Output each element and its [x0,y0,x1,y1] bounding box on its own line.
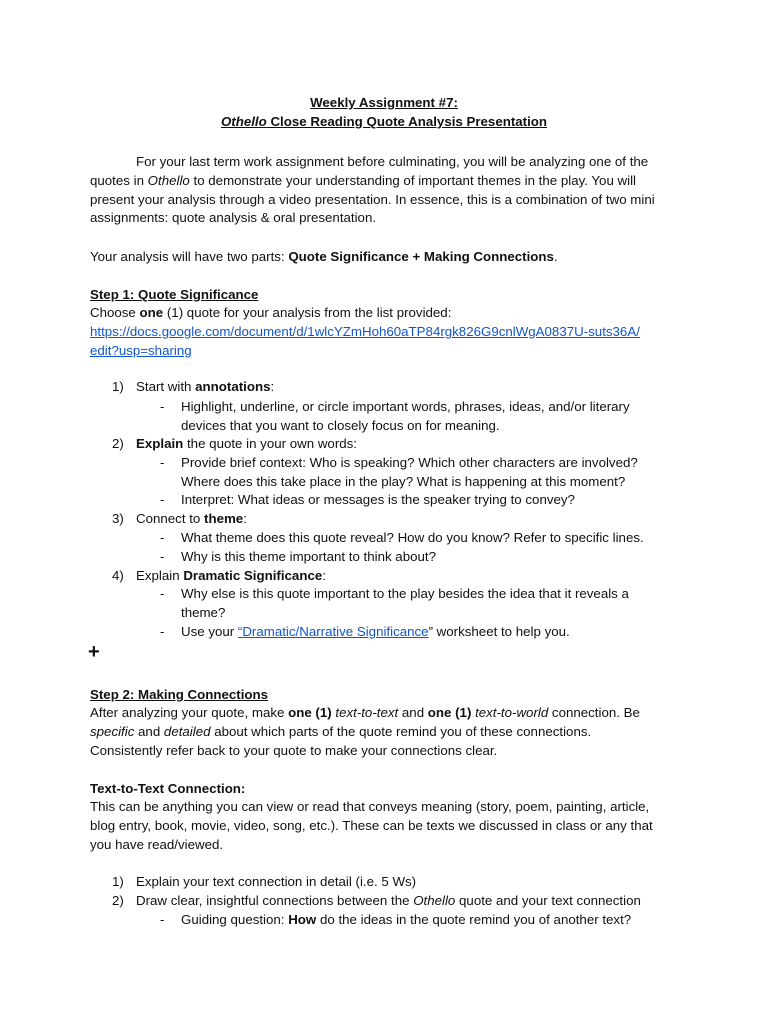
title-italic: Othello [220,114,267,129]
intro-line-3: present your analysis through a video presentation. In essence, this is a combination of two mini [90,192,655,207]
list-number: 1) [112,379,124,394]
item-text: Start with [136,379,196,394]
step1-item-2-sub-1-cont: Where does this take place in the play? What is happening at this moment? [181,474,626,489]
choose-text: Choose [90,305,140,320]
step2-italic: text-to-world [471,705,549,720]
item-bold: Explain [136,436,184,451]
item-italic: Othello [413,893,456,908]
item-text: Use your [181,624,238,639]
title-line-1 [0,94,768,113]
step1-item-3-sub-2: Why is this theme important to think about? [181,549,436,564]
step2-italic: detailed [163,724,211,739]
list-dash: - [160,549,165,564]
choose-bold: one [139,305,164,320]
list-number: 3) [112,511,124,526]
step2-text: After analyzing your quote, make [90,705,289,720]
step2-line-1 [90,704,640,723]
item-text: : [322,568,326,583]
step2-italic: specific [90,724,135,739]
step2-text: and [134,724,164,739]
step1-item-1-sub-1-cont: devices that you want to closely focus on for meaning. [181,418,500,433]
step1-item-1 [136,378,274,397]
step1-item-4-sub-2 [181,623,570,642]
step2-line-3: Consistently refer back to your quote to make your connections clear. [90,743,498,758]
list-number: 2) [112,436,124,451]
step1-item-4-sub-1: Why else is this quote important to the play besides the idea that it reveals a [181,586,629,601]
step2-text: about which parts of the quote remind you of these connections. [210,724,592,739]
item-text: quote and your text connection [455,893,641,908]
intro-text: quotes in [90,173,148,188]
parts-line [90,248,558,267]
ttt-line-2: blog entry, book, movie, video, song, etc.). These can be texts we discussed in class or any that [90,818,653,833]
parts-text: Your analysis will have two parts: [90,249,289,264]
title-line-2 [0,113,768,132]
item-text: : [243,511,247,526]
step1-item-4 [136,567,326,586]
item-text: the quote in your own words: [183,436,357,451]
step1-item-3 [136,510,247,529]
step2-line-2 [90,723,591,742]
list-number: 1) [112,874,124,889]
list-number: 4) [112,568,124,583]
step2-italic: text-to-text [331,705,399,720]
item-text: Explain [136,568,184,583]
step1-item-2 [136,435,357,454]
ttt-item-1: Explain your text connection in detail (i.e. 5 Ws) [136,874,417,889]
quote-list-link[interactable]: edit?usp=sharing [90,343,192,358]
ttt-line-1: This can be anything you can view or read that conveys meaning (story, poem, painting, article, [90,799,650,814]
item-bold: annotations [195,379,271,394]
ttt-line-3: you have read/viewed. [90,837,224,852]
parts-bold: Quote Significance + Making Connections [288,249,554,264]
step1-item-4-sub-1-cont: theme? [181,605,226,620]
list-dash: - [160,399,165,414]
intro-text: to demonstrate your understanding of important themes in the play. You will [189,173,637,188]
list-dash: - [160,492,165,507]
intro-italic: Othello [147,173,190,188]
worksheet-link[interactable]: “Dramatic/Narrative Significance [237,624,429,639]
parts-end: . [553,249,558,264]
list-dash: - [160,455,165,470]
step1-item-3-sub-1: What theme does this quote reveal? How do you know? Refer to specific lines. [181,530,644,545]
title-text: Weekly Assignment #7: [310,95,458,110]
step2-heading: Step 2: Making Connections [90,687,269,702]
intro-line-4: assignments: quote analysis & oral presentation. [90,210,377,225]
item-text: ” worksheet to help you. [428,624,570,639]
step2-bold: one (1) [427,705,472,720]
ttt-item-2-sub-1 [181,911,631,930]
intro-line-2 [90,172,636,191]
step1-item-1-sub-1: Highlight, underline, or circle important words, phrases, ideas, and/or literary [181,399,630,414]
step2-text: connection. Be [548,705,640,720]
quote-list-link[interactable]: https://docs.google.com/document/d/1wlcYZmHoh60aTP84rgk826G9cnlWgA0837U-suts36A/ [90,324,640,339]
step1-item-2-sub-2: Interpret: What ideas or messages is the speaker trying to convey? [181,492,575,507]
intro-line-1: For your last term work assignment before culminating, you will be analyzing one of the [136,154,649,169]
list-dash: - [160,912,165,927]
list-number: 2) [112,893,124,908]
step1-heading: Step 1: Quote Significance [90,287,259,302]
step1-choose [90,304,451,323]
step2-text: and [398,705,428,720]
list-dash: - [160,624,165,639]
list-dash: - [160,530,165,545]
step2-bold: one (1) [288,705,332,720]
item-text: Connect to [136,511,205,526]
item-bold: How [288,912,317,927]
item-text: do the ideas in the quote remind you of another text? [316,912,632,927]
step1-item-2-sub-1: Provide brief context: Who is speaking? Which other characters are involved? [181,455,638,470]
item-text: : [270,379,275,394]
ttt-item-2 [136,892,641,911]
item-text: Guiding question: [181,912,289,927]
title-rest: Close Reading Quote Analysis Presentation [266,114,548,129]
choose-text: (1) quote for your analysis from the list provided: [163,305,452,320]
ttt-heading: Text-to-Text Connection: [90,781,246,796]
item-bold: Dramatic Significance [183,568,323,583]
list-dash: - [160,586,165,601]
quote-list-link-line-1[interactable] [90,323,640,342]
item-text: Draw clear, insightful connections between the [136,893,414,908]
plus-symbol: + [88,641,100,663]
quote-list-link-line-2[interactable] [90,342,192,361]
item-bold: theme [204,511,244,526]
